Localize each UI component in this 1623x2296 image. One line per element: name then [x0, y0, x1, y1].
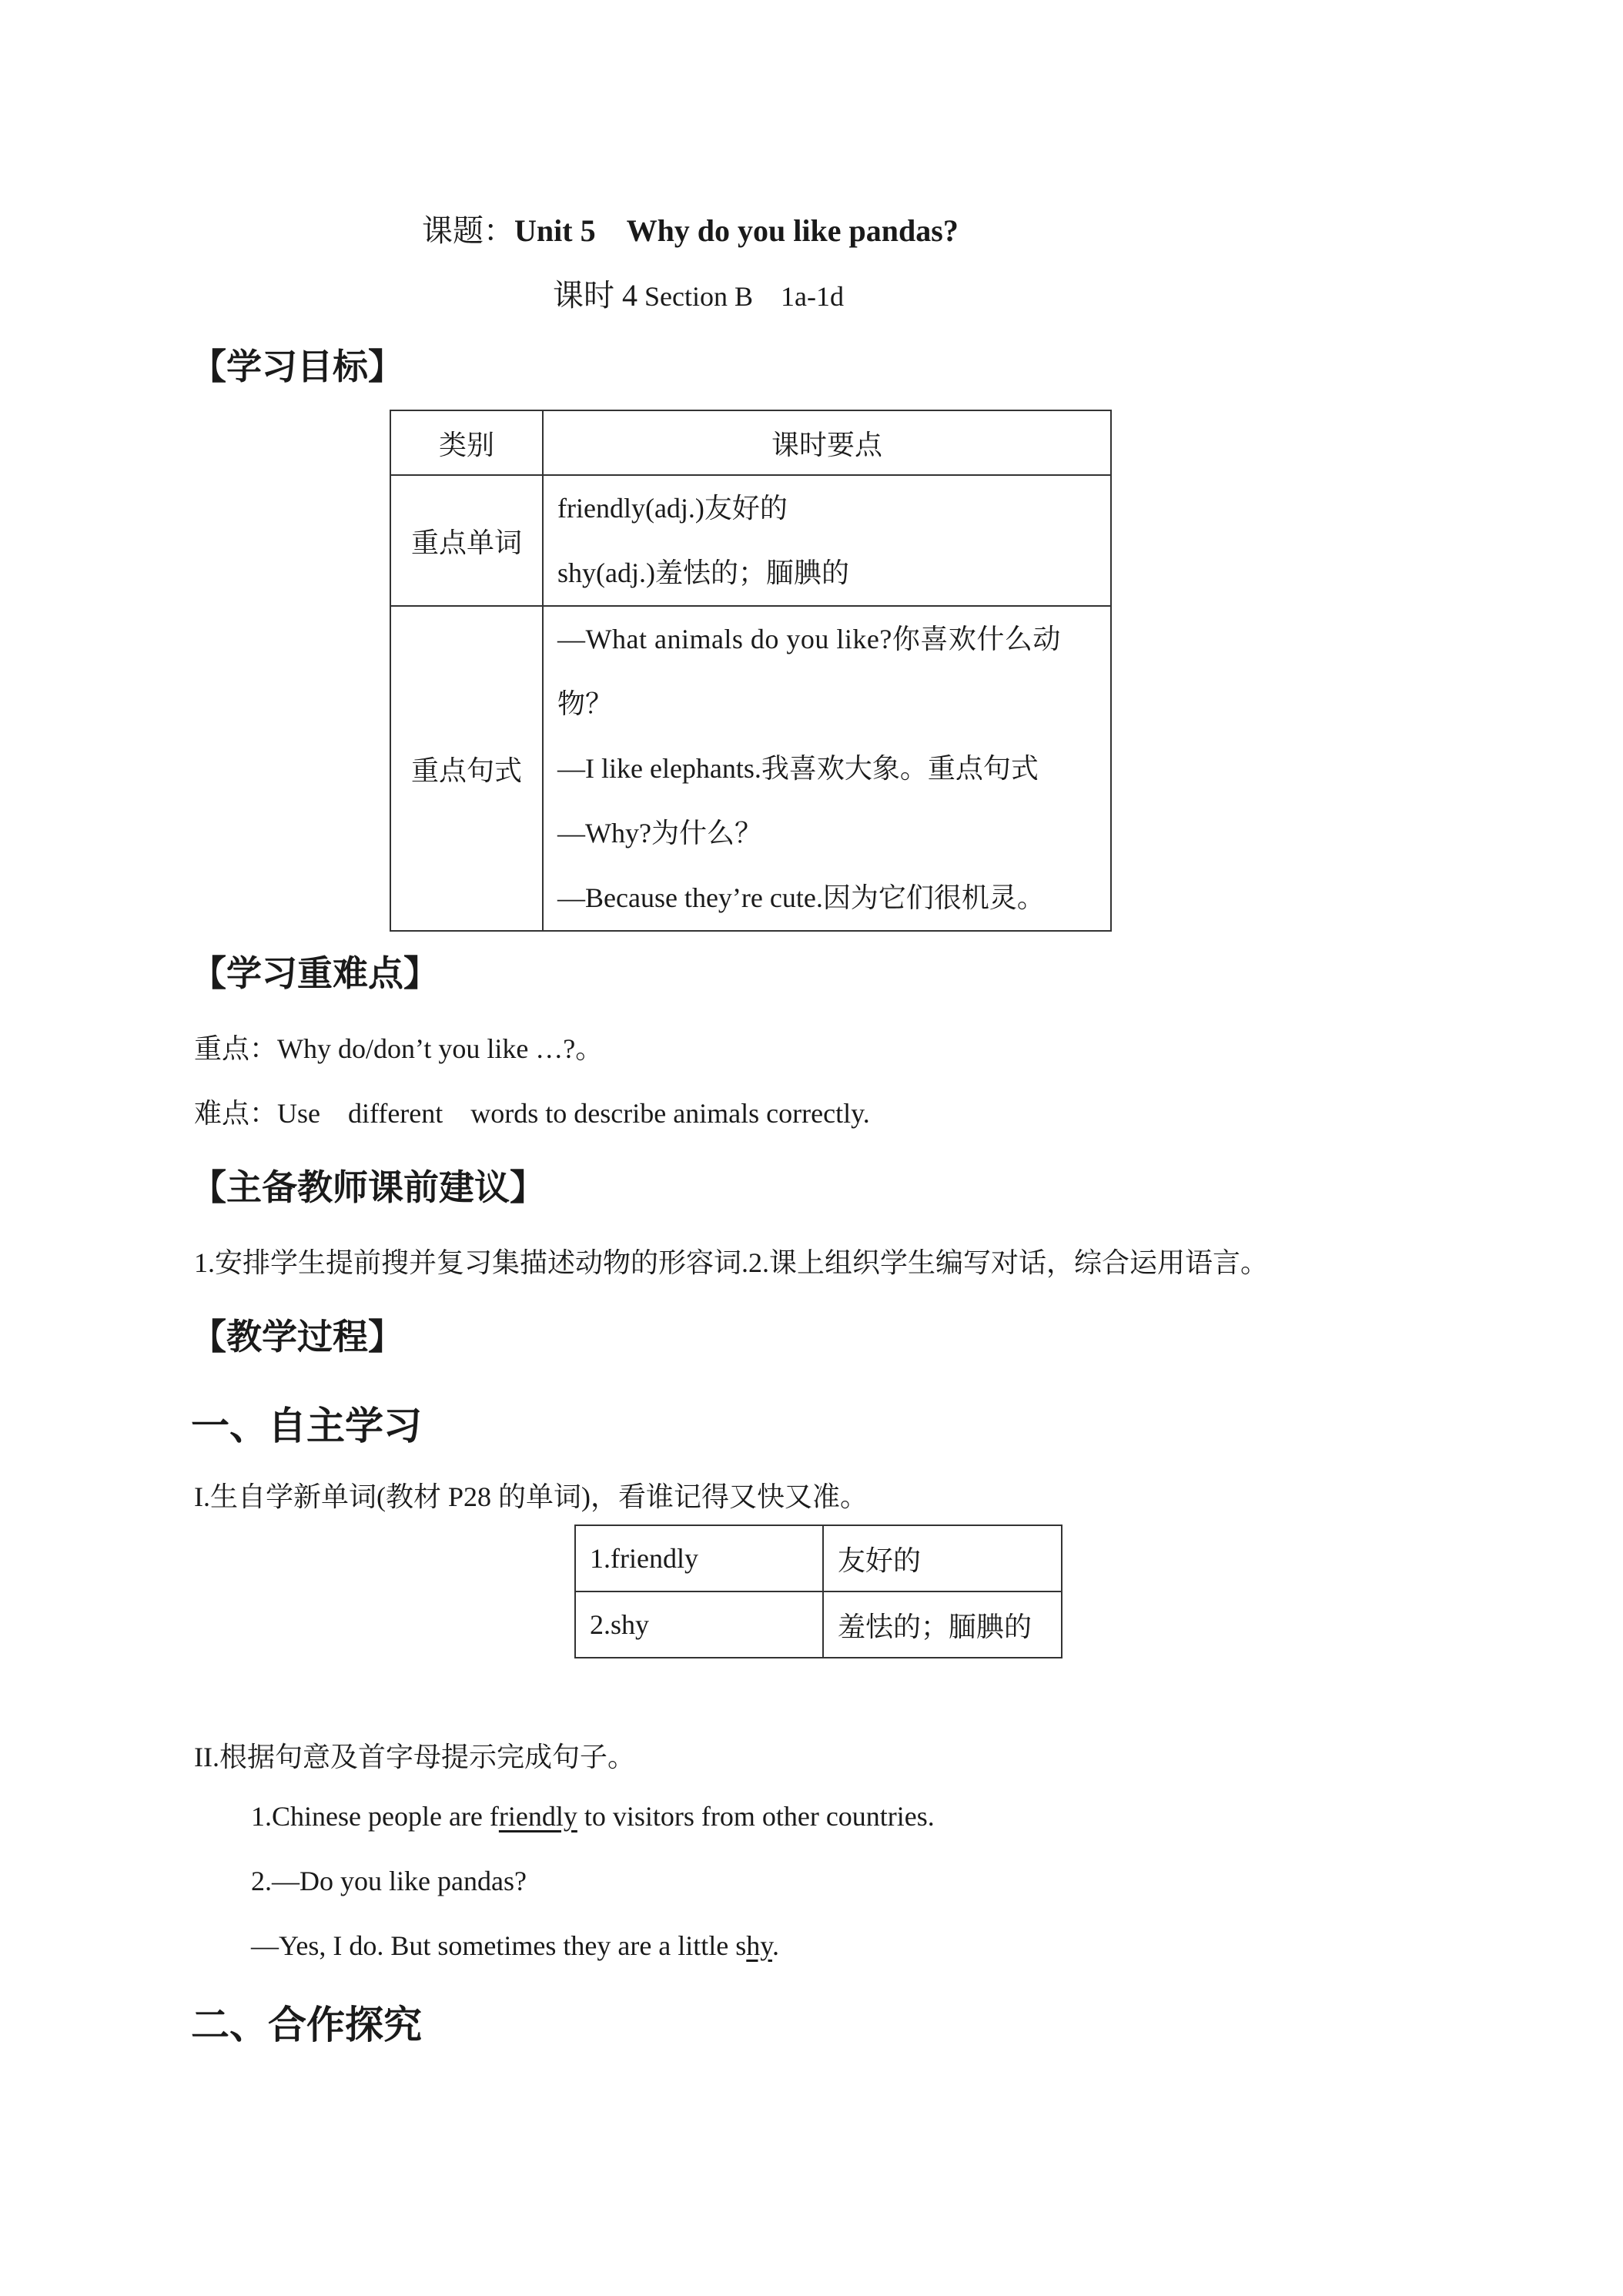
point-line: shy(adj.)羞怯的；腼腆的 [557, 557, 849, 588]
heading-process: 【教学过程】 [191, 1316, 403, 1357]
row-category: 重点句式 [390, 606, 543, 931]
sentence-text: —Yes, I do. But sometimes they are a little s [251, 1930, 747, 1961]
heading-keypoints: 【学习重难点】 [191, 952, 439, 994]
task-vocab-intro: I.生自学新单词(教材 P28 的单词)，看谁记得又快又准。 [194, 1481, 868, 1512]
table-row [575, 1525, 1062, 1591]
vocab-word: 1.friendly [575, 1525, 823, 1591]
answer-blank: riendly [498, 1801, 577, 1832]
advice-text: 1.安排学生提前搜并复习集描述动物的形容词.2.课上组织学生编写对话，综合运用语言。 [194, 1247, 1269, 1278]
lesson-title [422, 206, 959, 250]
sentence-1 [251, 1800, 935, 1832]
point-line: —Because they’re cute.因为它们很机灵。 [557, 882, 1045, 913]
lesson-number: 课时 4 [553, 278, 637, 313]
row-points [543, 475, 1111, 606]
sentence-text: to visitors from other countries. [577, 1801, 935, 1832]
vocab-table [574, 1525, 1062, 1658]
point-line: —I like elephants.我喜欢大象。重点句式 [557, 753, 1039, 784]
header-points: 课时要点 [543, 410, 1111, 475]
heading-advice: 【主备教师课前建议】 [191, 1166, 545, 1208]
lesson-section: Section B 1a-1d [637, 281, 844, 312]
table-row [390, 606, 1111, 931]
sentence-text: . [771, 1930, 779, 1961]
vocab-meaning: 羞怯的；腼腆的 [823, 1591, 1062, 1658]
heading-cooperation: 二、合作探究 [191, 2003, 422, 2047]
point-line: —What animals do you like?你喜欢什么动 [557, 624, 1061, 654]
sentence-3 [251, 1930, 779, 1962]
table-row [575, 1591, 1062, 1658]
vocab-word: 2.shy [575, 1591, 823, 1658]
header-category: 类别 [390, 410, 543, 475]
row-category: 重点单词 [390, 475, 543, 606]
title-main: Unit 5 Why do you like pandas? [514, 213, 959, 248]
point-line: friendly(adj.)友好的 [557, 493, 788, 524]
goals-table [390, 410, 1112, 932]
table-row [390, 475, 1111, 606]
answer-blank: hy [746, 1930, 772, 1961]
sentence-text: 1.Chinese people are f [251, 1801, 499, 1832]
point-line: 物？ [557, 688, 614, 719]
row-points [543, 606, 1111, 931]
heading-self-study: 一、自主学习 [191, 1404, 422, 1448]
keypoint-difficulty: 难点：Use different words to describe animals correctly. [194, 1098, 870, 1129]
task-sentences-intro: II.根据句意及首字母提示完成句子。 [194, 1742, 635, 1772]
lesson-subtitle [553, 271, 844, 315]
heading-goals: 【学习目标】 [191, 346, 403, 387]
sentence-2: 2.—Do you like pandas? [251, 1866, 527, 1896]
table-row [390, 410, 1111, 475]
point-line: —Why?为什么？ [557, 818, 762, 848]
title-prefix: 课题： [422, 213, 514, 248]
vocab-meaning: 友好的 [823, 1525, 1062, 1591]
keypoint-focus: 重点：Why do/don’t you like …?。 [194, 1033, 604, 1064]
